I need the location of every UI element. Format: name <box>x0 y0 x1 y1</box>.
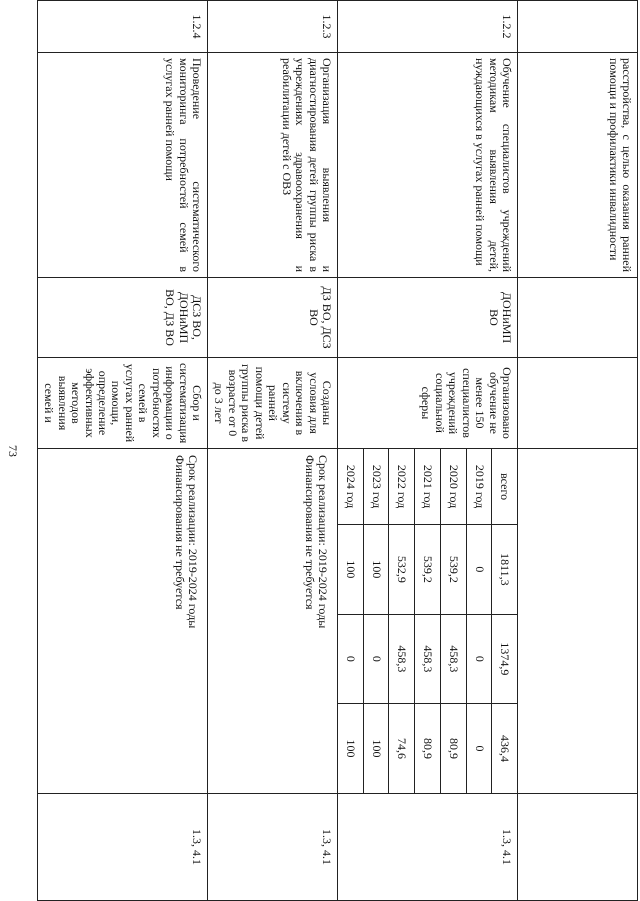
finance-total: 0 <box>466 525 492 614</box>
indicator-cell: 1.3, 4.1 <box>37 794 207 901</box>
finance-total: 539,2 <box>415 525 441 614</box>
finance-cell <box>208 449 338 794</box>
rotated-page <box>42 0 638 900</box>
finance-total: 100 <box>363 525 389 614</box>
finance-cell <box>37 449 207 794</box>
result-cell: Сбор и систематизация информации о потребностях семей в услугах ранней помощи, определение эффективных методов выявления семей и <box>37 358 207 449</box>
finance-regional: 100 <box>363 704 389 793</box>
finance-period: Срок реализации: 2019-2024 годы <box>186 455 201 629</box>
table-row-1-2-3 <box>208 1 338 901</box>
finance-regional: 80,9 <box>440 704 466 793</box>
finance-row <box>466 449 492 793</box>
finance-year: 2024 год <box>338 449 363 525</box>
row-number: 1.2.2 <box>338 1 518 53</box>
finance-row <box>389 449 415 793</box>
indicator-cell: 1.3, 4.1 <box>208 794 338 901</box>
finance-year: 2021 год <box>415 449 441 525</box>
finance-row <box>415 449 441 793</box>
indicator-cell <box>518 794 638 901</box>
result-cell: Организовано обучение не менее 150 специалистов учреждений социальной сферы <box>338 358 518 449</box>
indicator-cell: 1.3, 4.1 <box>338 794 518 901</box>
finance-federal: 458,3 <box>440 614 466 703</box>
measure-text: Проведение систематического мониторинга потребностей семей в услугах ранней помощи <box>37 53 207 278</box>
finance-period: Срок реализации: 2019-2024 годы <box>316 455 330 629</box>
finance-regional: 80,9 <box>415 704 441 793</box>
finance-regional: 100 <box>338 704 363 793</box>
finance-federal: 1374,9 <box>492 614 517 703</box>
result-cell <box>518 358 638 449</box>
finance-year: 2020 год <box>440 449 466 525</box>
measure-text: расстройства, с целью оказания ранней помощи и профилактики инвалидности <box>518 53 638 278</box>
finance-year: всего <box>492 449 517 525</box>
executor-cell: ДСЗ ВО, ДОНиМП ВО, ДЗ ВО <box>37 278 207 358</box>
measure-text: Организация выявления и диагностирования детей группы риска в учреждениях здравоохранения и реабилитации детей с ОВЗ <box>208 53 338 278</box>
finance-total: 100 <box>338 525 363 614</box>
finance-row <box>492 449 517 793</box>
finance-row <box>363 449 389 793</box>
finance-year: 2019 год <box>466 449 492 525</box>
table-row-1-2-2 <box>338 1 518 901</box>
finance-regional: 74,6 <box>389 704 415 793</box>
finance-total: 1811,3 <box>492 525 517 614</box>
finance-total: 539,2 <box>440 525 466 614</box>
row-number: 1.2.3 <box>208 1 338 53</box>
finance-federal: 458,3 <box>389 614 415 703</box>
executor-cell: ДЗ ВО, ДСЗ ВО <box>208 278 338 358</box>
finance-regional: 0 <box>466 704 492 793</box>
executor-cell: ДОНиМП ВО <box>338 278 518 358</box>
row-number <box>518 1 638 53</box>
finance-federal: 0 <box>466 614 492 703</box>
finance-total: 532,9 <box>389 525 415 614</box>
finance-note: Финансирования не требуется <box>172 455 187 610</box>
executor-cell <box>518 278 638 358</box>
finance-regional: 436,4 <box>492 704 517 793</box>
table-row-1-2-4 <box>37 1 207 901</box>
action-plan-table <box>37 0 638 901</box>
page-number: 73 <box>6 445 20 457</box>
finance-cell <box>338 449 518 794</box>
finance-federal: 0 <box>363 614 389 703</box>
finance-row <box>338 449 363 793</box>
finance-federal: 0 <box>338 614 363 703</box>
finance-row <box>440 449 466 793</box>
finance-year: 2022 год <box>389 449 415 525</box>
finance-federal: 458,3 <box>415 614 441 703</box>
result-cell: Созданы условия для включения в систему ранней помощи детей группы риска в возрасте от 0 до 3 лет <box>208 358 338 449</box>
finance-cell <box>518 449 638 794</box>
finance-table <box>338 449 517 793</box>
measure-text: Обучение специалистов учреждений методикам выявления детей, нуждающихся в услугах ранней помощи <box>338 53 518 278</box>
finance-note: Финансирования не требуется <box>302 455 317 610</box>
table-row-continuation <box>518 1 638 901</box>
row-number: 1.2.4 <box>37 1 207 53</box>
finance-year: 2023 год <box>363 449 389 525</box>
